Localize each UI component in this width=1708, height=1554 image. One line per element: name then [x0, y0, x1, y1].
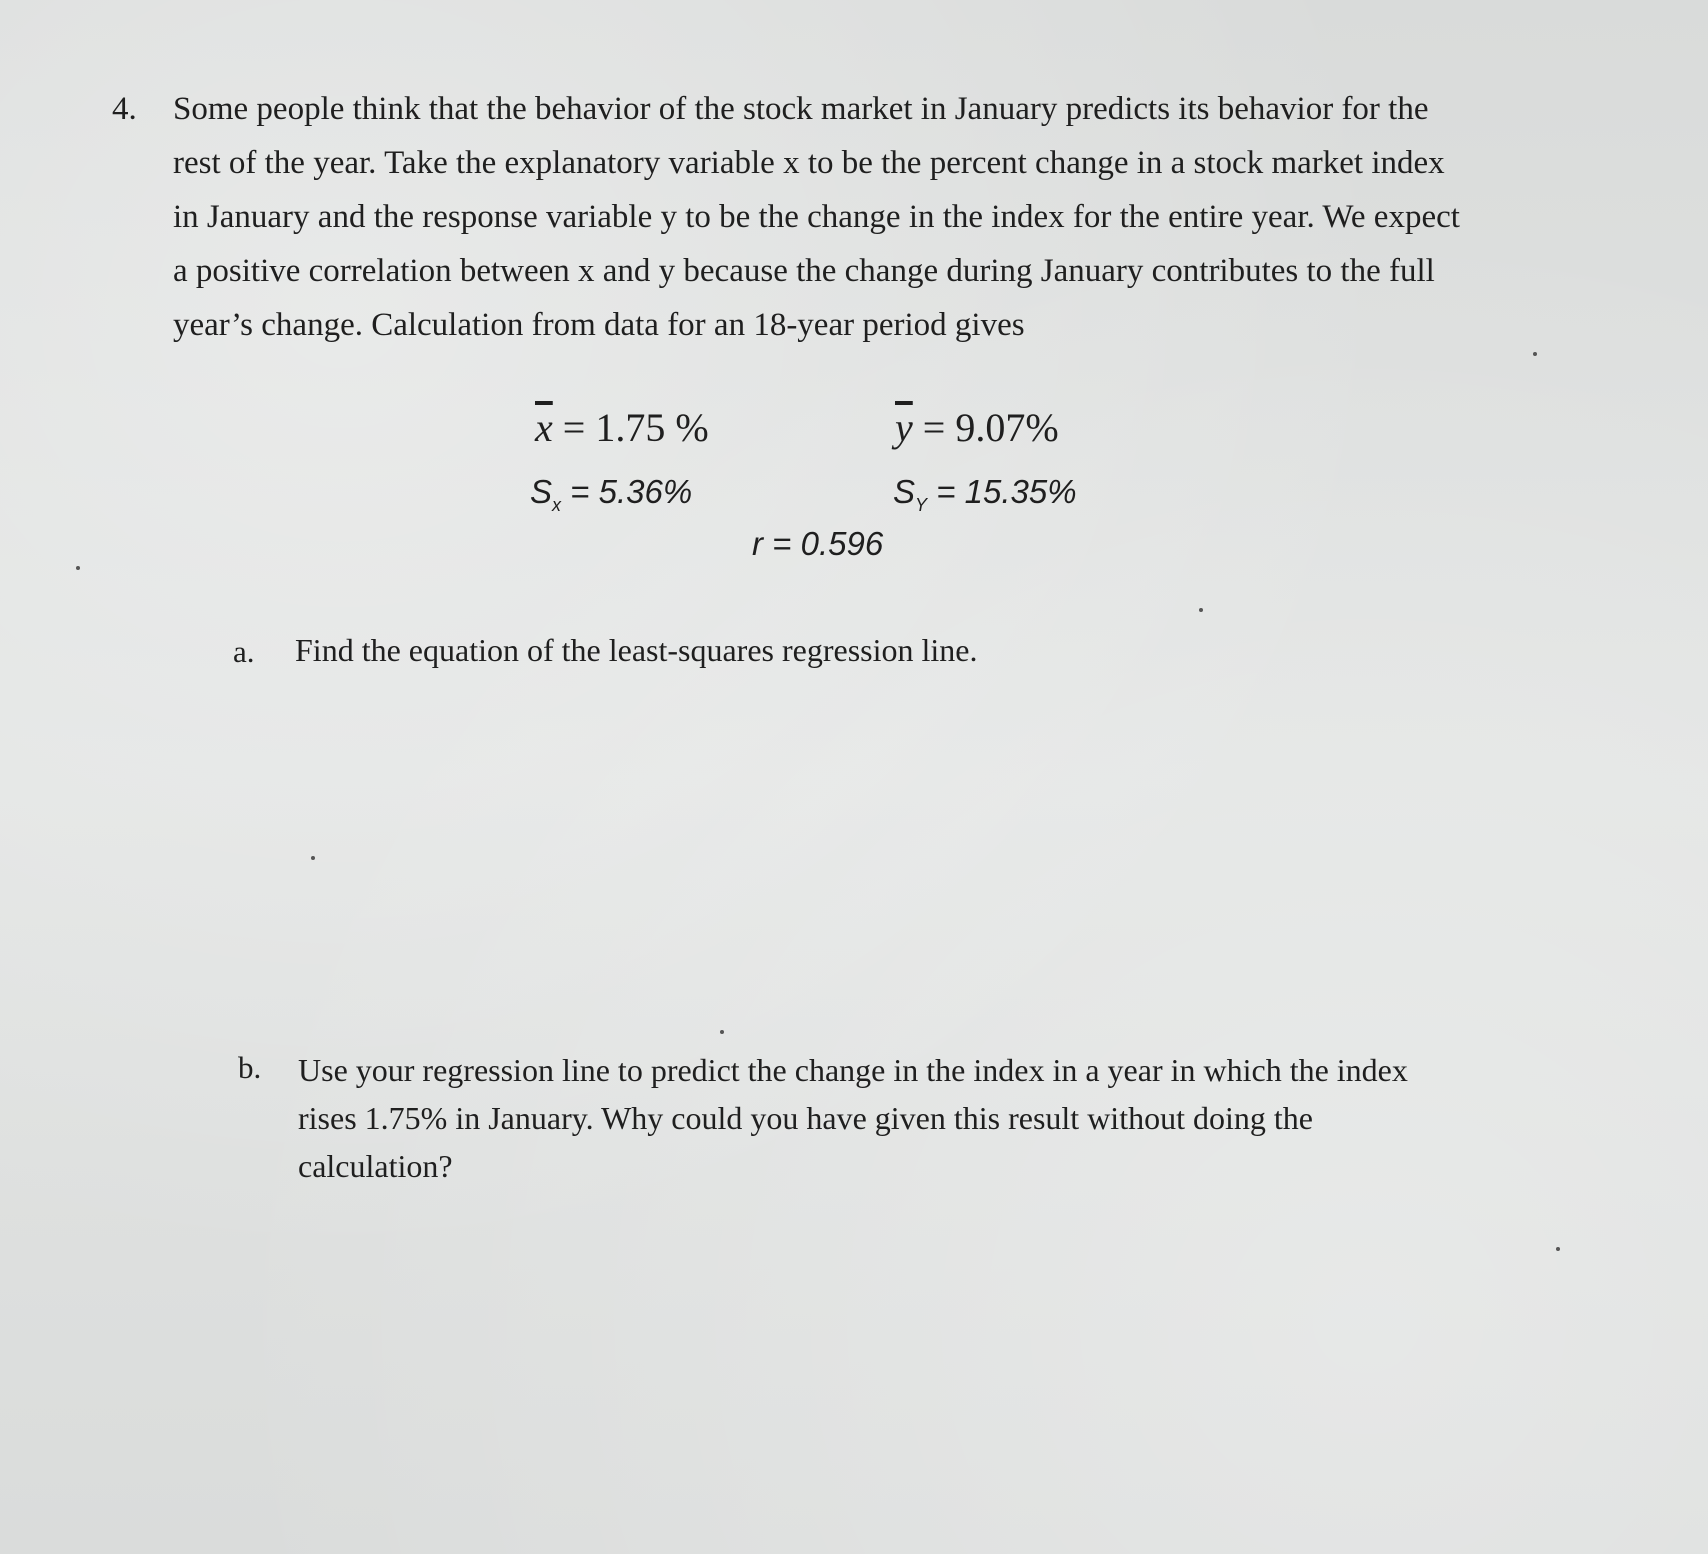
question-line-1: Some people think that the behavior of the stock market in January predicts its behavior for the — [173, 91, 1429, 127]
paper-speck — [720, 1030, 724, 1034]
part-a-text — [295, 626, 1555, 674]
x-mean-value: = 1.75 % — [562, 405, 709, 450]
y-mean — [895, 405, 1059, 450]
question-line-4: a positive correlation between x and y because the change during January contributes to the full — [173, 253, 1435, 289]
part-b-line-3: calculation? — [298, 1148, 453, 1184]
sy-subscript: Y — [915, 495, 928, 515]
question-line-2: rest of the year. Take the explanatory variable x to be the percent change in a stock market index — [173, 145, 1445, 181]
sx-subscript: x — [552, 495, 562, 515]
part-b-text — [298, 1046, 1558, 1190]
y-std-dev — [893, 475, 1077, 514]
part-b-line-2: rises 1.75% in January. Why could you have given this result without doing the — [298, 1100, 1313, 1136]
paper-speck — [311, 856, 315, 860]
paper-speck — [1556, 1247, 1560, 1251]
paper-speck — [1199, 608, 1203, 612]
part-b-line-1: Use your regression line to predict the change in the index in a year in which the index — [298, 1052, 1408, 1088]
question-line-3: in January and the response variable y to be the change in the index for the entire year. We expect — [173, 199, 1460, 235]
question-text — [173, 82, 1613, 352]
question-number: 4. — [112, 91, 137, 127]
y-mean-value: = 9.07% — [922, 405, 1059, 450]
sx-value: = 5.36% — [561, 473, 693, 510]
x-mean — [535, 405, 709, 450]
correlation-r: r = 0.596 — [752, 525, 884, 562]
sx-symbol: S — [530, 473, 553, 510]
x-bar-symbol: $\overline{x}$ — [535, 405, 553, 450]
part-a-line-1: Find the equation of the least-squares regression line. — [295, 632, 978, 668]
paper-speck — [1533, 352, 1537, 356]
x-std-dev — [530, 475, 692, 514]
part-b-label: b. — [238, 1050, 262, 1085]
part-a-label: a. — [233, 634, 255, 669]
y-bar-symbol: $\overline{y}$ — [895, 405, 913, 450]
sy-value: = 15.35% — [927, 473, 1077, 510]
question-line-5: year’s change. Calculation from data for an 18-year period gives — [173, 307, 1025, 343]
paper-speck — [76, 566, 80, 570]
sy-symbol: S — [893, 473, 916, 510]
